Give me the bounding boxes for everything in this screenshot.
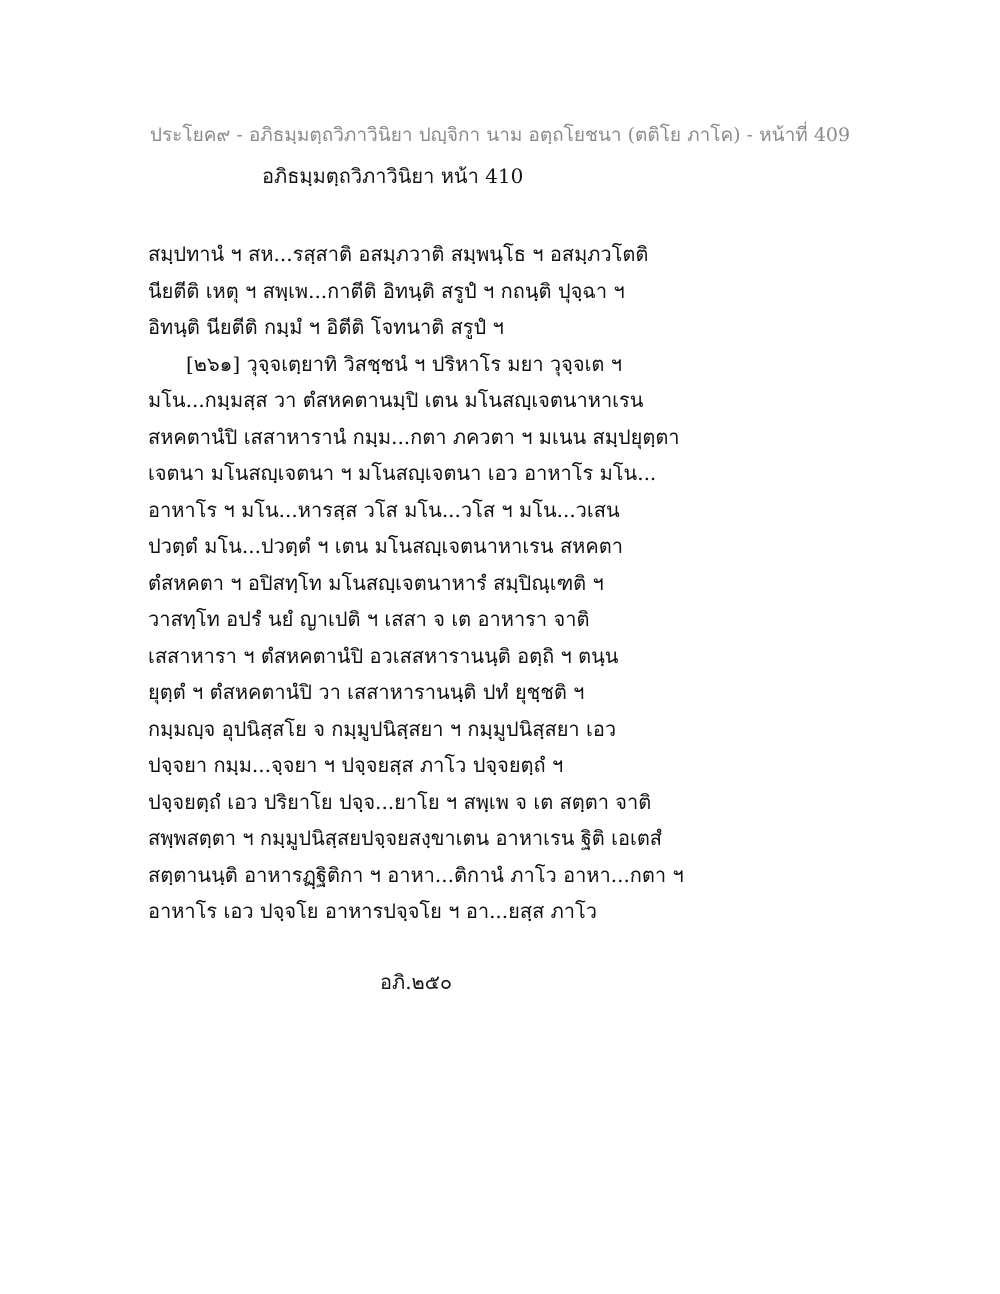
body-line: อิทนฺติ นียตีติ กมฺมํ ฯ อิตีติ โจทนาติ สรูปํ ฯ	[148, 315, 504, 339]
body-line: สตฺตานนฺติ อาหารฏฺฐิติกา ฯ อาหา...ติกานํ ภาโว อาหา...กตา ฯ	[148, 862, 684, 887]
body-line: [๒๖๑] วุจฺจเตฺยาทิ วิสชฺชนํ ฯ ปริหาโร มยา วุจฺจเต ฯ	[186, 351, 622, 376]
body-line: มโน...กมฺมสฺส วา ตํสหคตานมฺปิ เตน มโนสญฺเจตนาหาเรน	[148, 388, 644, 412]
body-line: อาหาโร ฯ มโน...หารสฺส วโส มโน...วโส ฯ มโน...วเสน	[148, 497, 620, 522]
body-line: ยุตฺตํ ฯ ตํสหคตานํปิ วา เสสาหารานนฺติ ปทํ ยุชฺชติ ฯ	[148, 680, 585, 704]
body-line: อาหาโร เอว ปจฺจโย อาหารปจฺจโย ฯ อา...ยสฺส ภาโว	[148, 899, 598, 923]
body-line: ตํสหคตา ฯ อปิสทฺโท มโนสญฺเจตนาหารํ สมฺปิณฺเฑติ ฯ	[148, 570, 604, 595]
page-heading: อภิธมฺมตฺถวิภาวินิยา หน้า 410	[262, 164, 524, 188]
body-line: สมฺปทานํ ฯ สห...รสฺสาติ อสมฺภวาติ สมฺพนฺโธ ฯ อสมฺภวโตติ	[148, 242, 649, 266]
body-line: กมฺมญฺจ อุปนิสฺสโย จ กมฺมูปนิสฺสยา ฯ กมฺมูปนิสฺสยา เอว	[148, 716, 617, 741]
body-line: ปจฺจยตฺถํ เอว ปริยาโย ปจฺจ...ยาโย ฯ สพฺเพ จ เต สตฺตา จาติ	[148, 789, 652, 814]
body-line: สหคตานํปิ เสสาหารานํ กมฺม...กตา ภควตา ฯ มเนน สมฺปยุตฺตา	[148, 424, 680, 449]
body-line: วาสทฺโท อปรํ นยํ ญาเปติ ฯ เสสา จ เต อาหารา จาติ	[148, 607, 590, 631]
body-line: ปวตฺตํ มโน...ปวตฺตํ ฯ เตน มโนสญฺเจตนาหาเรน สหคตา	[148, 534, 623, 558]
body-line: สพฺพสตฺตา ฯ กมฺมูปนิสฺสยปจฺจยสงฺขาเตน อาหาเรน ฐิติ เอเตสํ	[148, 826, 663, 850]
page-footer: อภิ.๒๕๐	[380, 970, 453, 994]
body-line: ปจฺจยา กมฺม...จฺจยา ฯ ปจฺจยสฺส ภาโว ปจฺจยตฺถํ ฯ	[148, 753, 564, 777]
running-header: ประโยค๙ - อภิธมฺมตฺถวิภาวินิยา ปญฺจิกา นาม อตฺถโยชนา (ตติโย ภาโค) - หน้าที่ 409	[149, 124, 851, 146]
body-line: นียตีติ เหตุ ฯ สพฺเพ...กาตีติ อิทนฺติ สรูปํ ฯ กถนฺติ ปุจฺฉา ฯ	[148, 278, 625, 303]
body-text	[148, 236, 848, 930]
body-line: เจตนา มโนสญฺเจตนา ฯ มโนสญฺเจตนา เอว อาหาโร มโน...	[148, 461, 657, 485]
body-line: เสสาหารา ฯ ตํสหคตานํปิ อวเสสหารานนฺติ อตฺถิ ฯ ตนฺน	[148, 643, 619, 668]
